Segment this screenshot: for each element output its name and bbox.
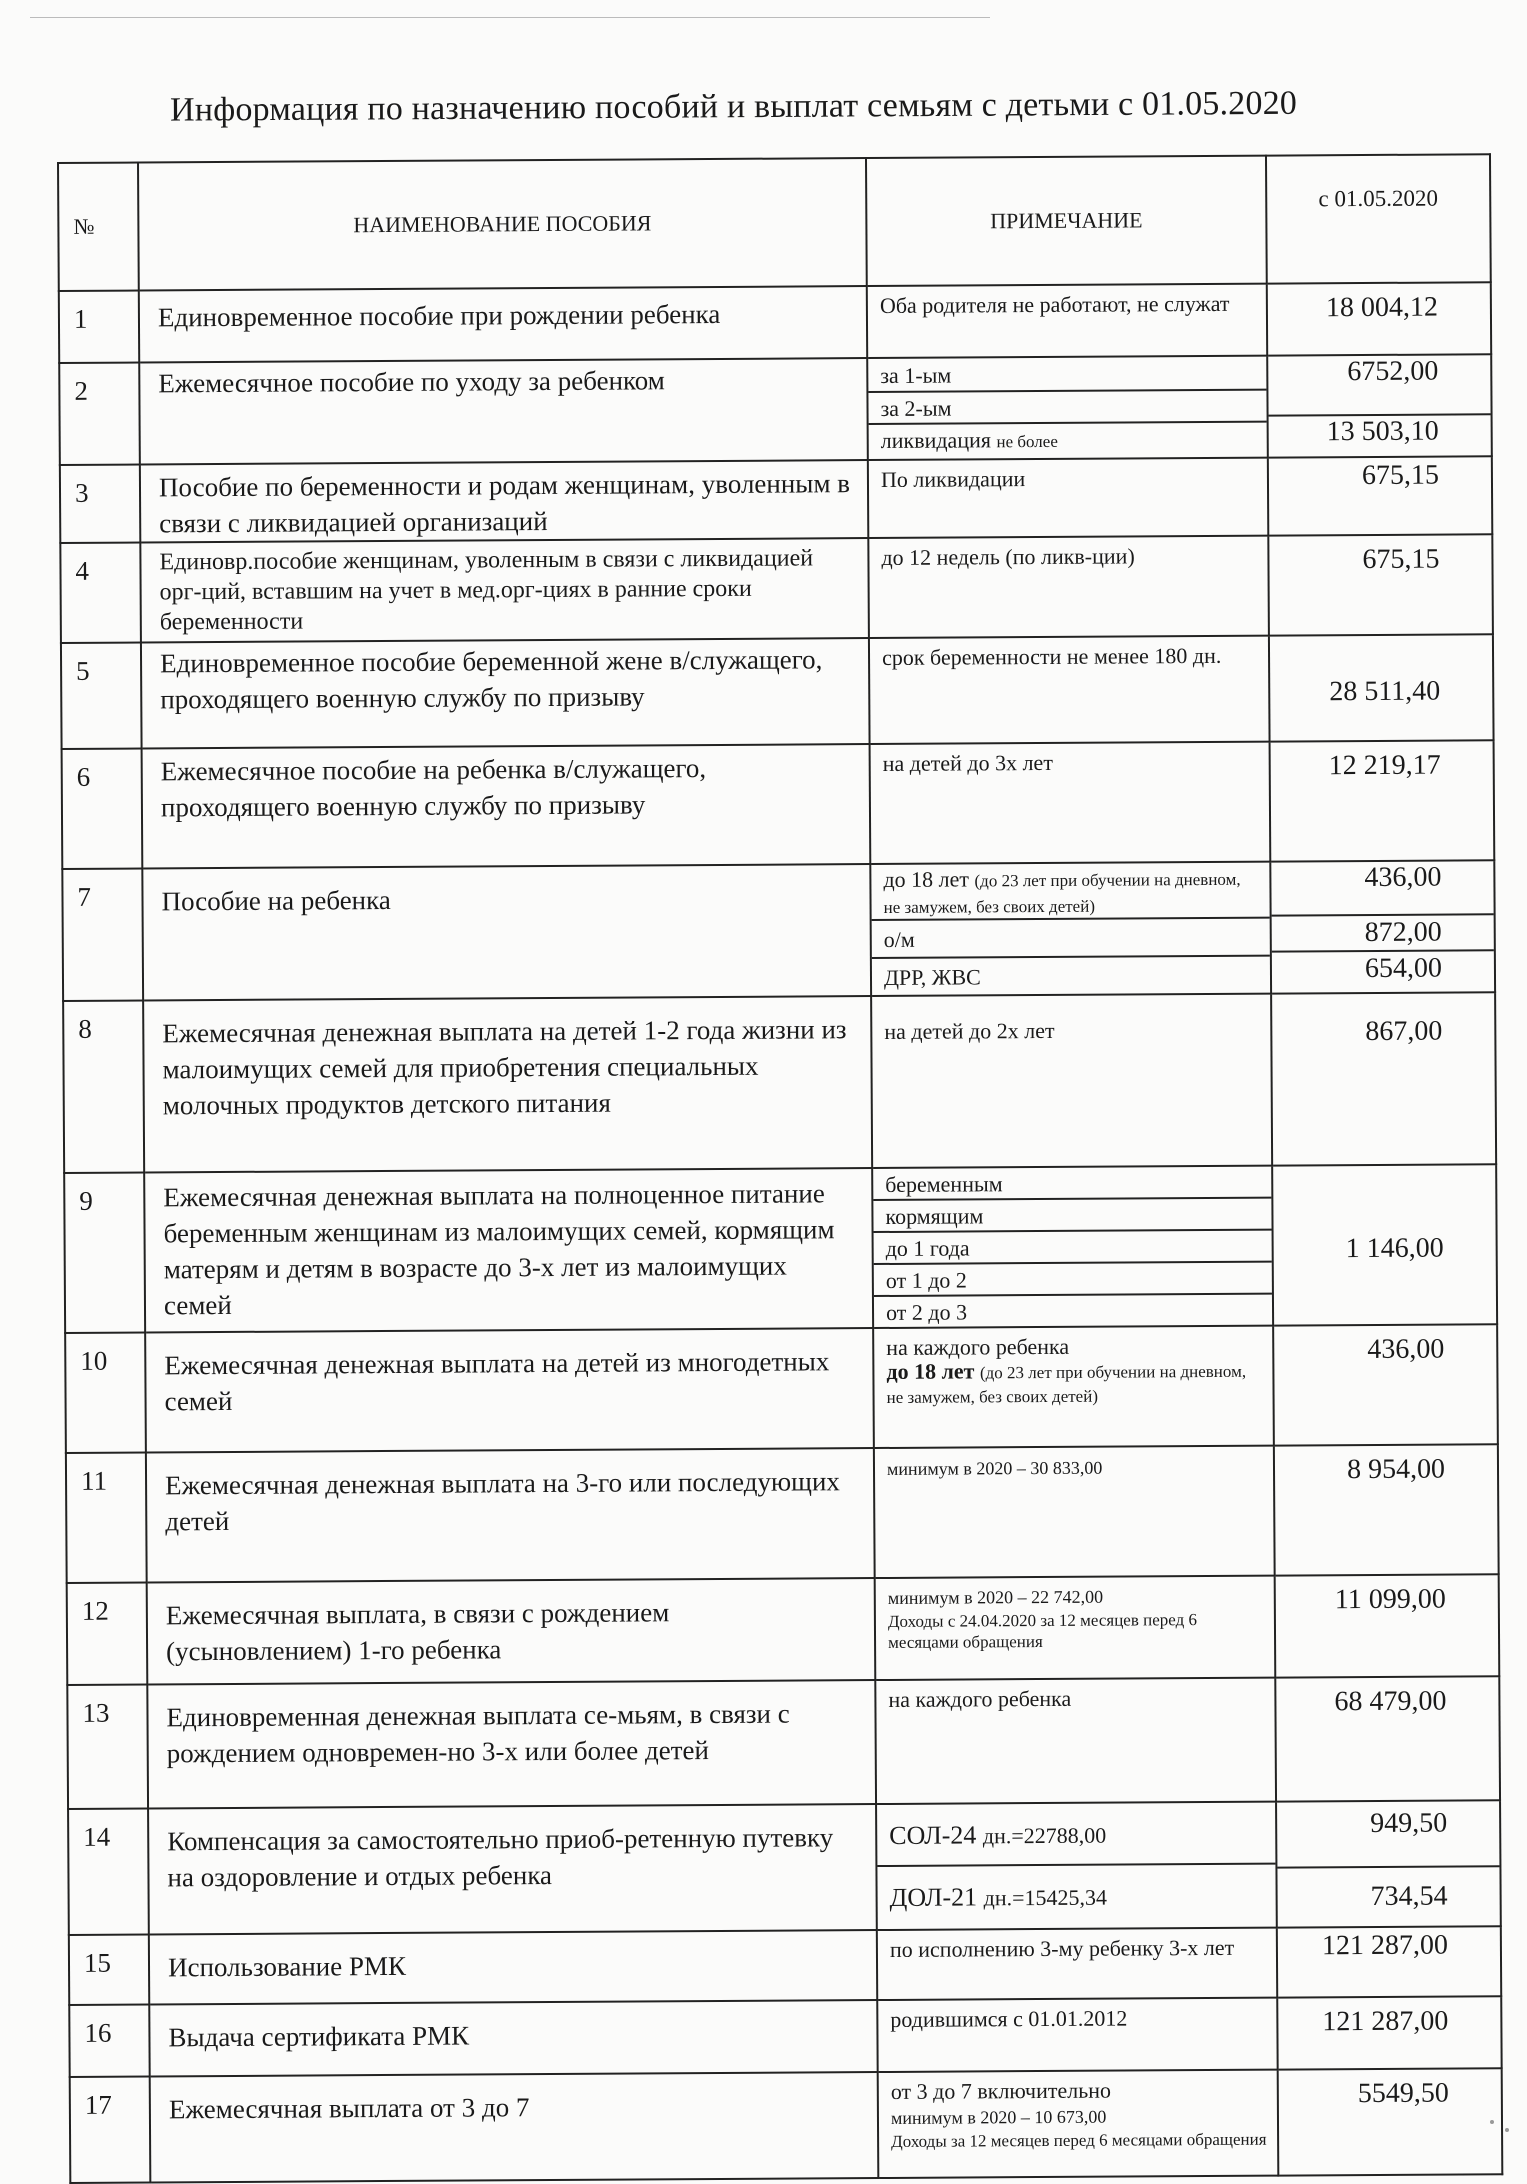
table-row <box>64 1164 1497 1333</box>
row-value: 6752,00 <box>1268 355 1490 415</box>
row-name: Выдача сертификата РМК <box>149 2000 877 2076</box>
row-note: беременным <box>873 1167 1271 1200</box>
row-name: Пособие по беременности и родам женщинам, уволенным в связи с ликвидацией организаций <box>140 460 868 542</box>
table-row <box>67 1574 1500 1685</box>
table-row <box>68 1800 1501 1935</box>
table-row <box>65 1324 1498 1453</box>
table-row <box>59 282 1491 363</box>
row-name: Ежемесячная денежная выплата на детей 1-2 года жизни из малоимущих семей для приобретения специальных молочных продуктов детского питания <box>143 996 872 1172</box>
table-row <box>62 860 1495 1001</box>
row-name: Использование РМК <box>149 1930 877 2004</box>
row-note: родившимся с 01.01.2012 <box>877 1998 1277 2072</box>
row-value: 18 004,12 <box>1267 282 1491 355</box>
row-name: Единовременная денежная выплата се-мьям, в связи с рождением одновремен-но 3-х или более детей <box>147 1680 876 1808</box>
row-num: 17 <box>70 2076 151 2182</box>
row-value: 867,00 <box>1271 992 1496 1165</box>
row-name: Ежемесячная денежная выплата на детей из многодетных семей <box>145 1328 874 1452</box>
row-num: 15 <box>69 1934 149 2004</box>
row-num: 7 <box>62 868 143 1000</box>
row-value: 436,00 <box>1271 861 1493 915</box>
note-small: (до 23 лет при обучении на дневном, не замужем, без своих детей) <box>883 869 1241 917</box>
row-value: 654,00 <box>1364 952 1443 985</box>
row-name: Единовременное пособие беременной жене в/служащего, проходящего военную службу по призыву <box>141 638 870 748</box>
note-small: дн.=15425,34 <box>983 1884 1108 1910</box>
row-note: на каждого ребенка <box>875 1678 1276 1804</box>
row-note <box>875 1576 1276 1680</box>
row-note-sub <box>873 1167 1272 1327</box>
row-name: Единовр.пособие женщинам, уволенным в связи с ликвидацией орг-ций, вставшим на учет в мед.орг-циях в ранние сроки беременности <box>140 538 869 642</box>
row-name: Ежемесячное пособие по уходу за ребенком <box>139 358 868 464</box>
header-value: с 01.05.2020 <box>1266 154 1491 283</box>
note-text: ликвидация <box>880 427 992 453</box>
row-note <box>873 1326 1274 1448</box>
row-value: 8 954,00 <box>1274 1444 1499 1575</box>
row-note: на детей до 3х лет <box>870 742 1271 864</box>
row-note: кормящим <box>873 1198 1271 1232</box>
row-num: 2 <box>59 363 140 465</box>
table-row <box>67 1676 1500 1809</box>
row-name: Ежемесячное пособие на ребенка в/служащего, проходящего военную службу по призыву <box>142 744 871 868</box>
row-note <box>877 1803 1275 1866</box>
row-value: 12 219,17 <box>1270 740 1495 861</box>
row-value: 675,15 <box>1268 456 1492 535</box>
row-note <box>874 1446 1275 1578</box>
note-small: Доходы за 12 месяцев перед 6 месяцами обращения <box>891 2129 1267 2151</box>
table-row <box>62 740 1495 869</box>
table-row <box>59 354 1492 465</box>
benefits-table <box>57 153 1503 2184</box>
row-note <box>869 422 1267 457</box>
row-value-sub <box>1268 355 1491 448</box>
row-note: от 2 до 3 <box>885 1299 968 1325</box>
row-name: Компенсация за самостоятельно приоб-ретенную путевку на оздоровление и отдых ребенка <box>148 1804 877 1934</box>
row-name: Ежемесячная выплата от 3 до 7 <box>150 2072 879 2182</box>
row-value: 13 503,10 <box>1326 415 1439 448</box>
scan-edge-line <box>30 17 990 18</box>
header-name: НАИМЕНОВАНИЕ ПОСОБИЯ <box>138 158 867 290</box>
row-value-sub <box>1277 1801 1500 1926</box>
row-value: 68 479,00 <box>1275 1676 1500 1801</box>
row-num: 13 <box>67 1684 148 1808</box>
table-header <box>58 154 1491 291</box>
row-note: до 1 года <box>874 1230 1272 1264</box>
note-small: Доходы с 24.04.2020 за 12 месяцев перед 6 месяцами обращения <box>887 1610 1198 1652</box>
note-text: от 3 до 7 включительно <box>890 2077 1112 2104</box>
row-num: 5 <box>61 642 142 748</box>
row-num: 8 <box>63 1000 144 1172</box>
row-value: 675,15 <box>1268 534 1493 635</box>
note-small: дн.=22788,00 <box>982 1822 1107 1848</box>
note-small: (до 23 лет при обучении на дневном, не замужем, без своих детей) <box>886 1361 1247 1407</box>
row-value: 121 287,00 <box>1277 1996 1501 2069</box>
row-note <box>871 863 1269 920</box>
row-name: Ежемесячная денежная выплата на полноценное питание беременным женщинам из малоимущих семей, кормящим матерям и детям в возрасте до 3-х лет из малоимущих семей <box>144 1168 873 1332</box>
table-row <box>66 1444 1499 1583</box>
header-num: № <box>58 163 139 291</box>
row-num: 4 <box>60 542 141 642</box>
note-text: СОЛ-24 <box>889 1819 977 1850</box>
row-note: от 1 до 2 <box>874 1262 1272 1296</box>
row-num: 14 <box>68 1808 149 1934</box>
row-note: о/м <box>872 918 1270 958</box>
note-small: не более <box>996 431 1058 452</box>
row-note: Оба родителя не работают, не служат <box>867 284 1267 358</box>
row-value: 121 287,00 <box>1277 1926 1501 1997</box>
table-row <box>70 2068 1503 2183</box>
row-value: 949,50 <box>1277 1801 1499 1867</box>
note-text: на каждого ребенка <box>886 1333 1070 1360</box>
table-row <box>63 992 1496 1173</box>
row-name: Ежемесячная выплата, в связи с рождением (усыновлением) 1-го ребенка <box>147 1578 876 1684</box>
row-num: 3 <box>60 464 140 542</box>
note-text: до 18 лет <box>883 866 970 892</box>
row-value: 28 511,40 <box>1269 634 1494 741</box>
row-num: 11 <box>66 1452 147 1582</box>
row-num: 16 <box>69 2004 149 2076</box>
row-value-sub <box>1271 861 1494 986</box>
note-small: минимум в 2020 – 30 833,00 <box>886 1457 1103 1479</box>
table-row <box>69 1926 1501 2005</box>
row-value: 436,00 <box>1273 1324 1498 1445</box>
row-num: 12 <box>67 1582 148 1684</box>
row-note-sub <box>877 1803 1276 1927</box>
scan-speck <box>1490 2120 1494 2124</box>
row-value: 11 099,00 <box>1275 1574 1500 1677</box>
row-note: за 1-ым <box>868 357 1266 392</box>
note-bold: до 18 лет <box>886 1358 975 1384</box>
note-small: минимум в 2020 – 10 673,00 <box>890 2106 1107 2128</box>
row-note-sub <box>871 863 1270 995</box>
row-name: Ежемесячная денежная выплата на 3-го или последующих детей <box>146 1448 875 1582</box>
row-num: 9 <box>64 1172 145 1332</box>
note-text: ДОЛ-21 <box>889 1881 978 1912</box>
row-value: 5549,50 <box>1278 2068 1503 2175</box>
row-num: 10 <box>65 1332 146 1452</box>
row-name: Пособие на ребенка <box>142 864 871 1000</box>
row-note: ДРР, ЖВС <box>883 964 981 990</box>
row-note: на детей до 2х лет <box>871 994 1272 1168</box>
row-value: 734,54 <box>1370 1880 1448 1913</box>
row-value: 872,00 <box>1272 914 1494 951</box>
row-num: 1 <box>59 291 139 363</box>
row-num: 6 <box>62 748 143 868</box>
header-note: ПРИМЕЧАНИЕ <box>866 156 1267 286</box>
note-small: минимум в 2020 – 22 742,00 <box>887 1586 1104 1608</box>
row-note-sub <box>868 357 1267 457</box>
table-row <box>60 456 1492 543</box>
row-note: по исполнению 3-му ребенку 3-х лет <box>877 1928 1277 2000</box>
row-note <box>877 1864 1275 1927</box>
row-name: Единовременное пособие при рождении ребенка <box>139 286 867 362</box>
row-note <box>878 2070 1279 2178</box>
row-note: до 12 недель (по ликв-ции) <box>868 536 1269 638</box>
table-row <box>60 534 1493 643</box>
scan-speck <box>1505 2128 1509 2132</box>
row-note: за 2-ым <box>868 390 1266 424</box>
row-value: 1 146,00 <box>1272 1164 1497 1325</box>
table-row <box>61 634 1494 749</box>
row-note: срок беременности не менее 180 дн. <box>869 636 1270 744</box>
table-row <box>69 1996 1501 2077</box>
page-title: Информация по назначению пособий и выплат семьям с детьми с 01.05.2020 <box>169 84 1298 129</box>
row-note: По ликвидации <box>868 458 1268 538</box>
